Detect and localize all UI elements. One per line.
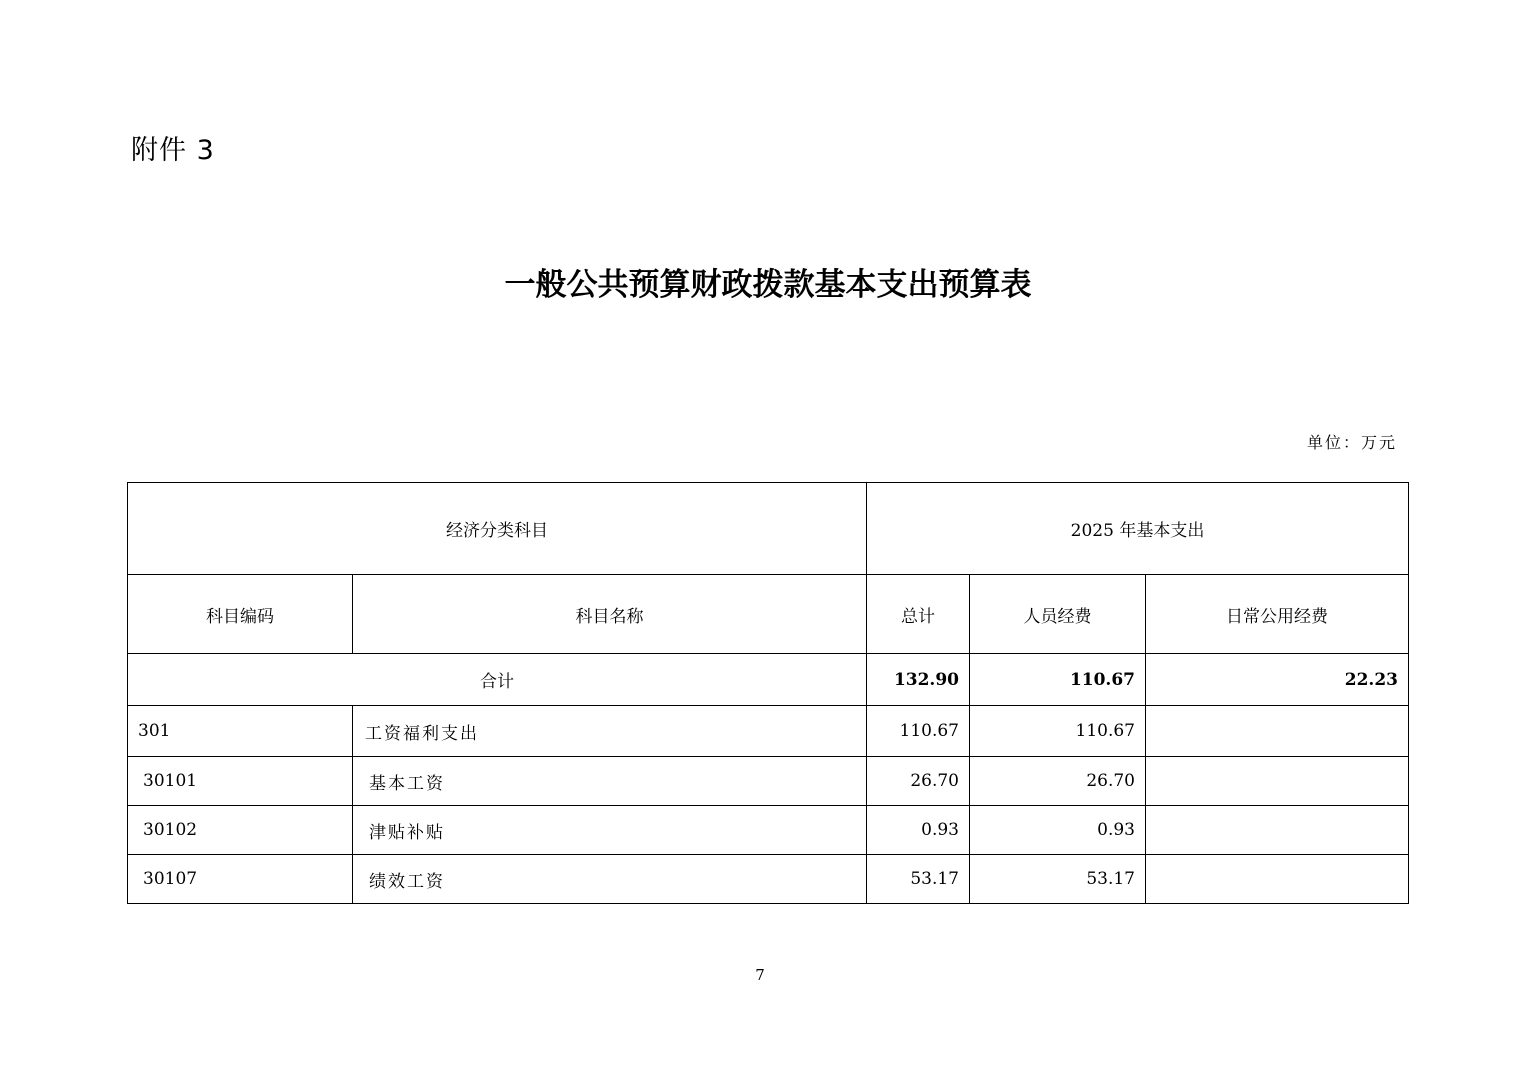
document-title: 一般公共预算财政拨款基本支出预算表	[504, 267, 1032, 303]
table-row	[128, 757, 1409, 806]
group-header-row	[128, 483, 1409, 575]
group-header-basic-expenditure: 2025 年基本支出	[867, 483, 1409, 575]
row-total: 0.93	[867, 806, 970, 855]
row-public	[1146, 806, 1409, 855]
total-cell-public: 22.23	[1146, 654, 1409, 706]
row-name: 绩效工资	[353, 855, 867, 904]
column-header-name: 科目名称	[353, 575, 867, 654]
table-row	[128, 855, 1409, 904]
column-header-row	[128, 575, 1409, 654]
row-code: 301	[128, 706, 353, 757]
group-header-economic-category: 经济分类科目	[128, 483, 867, 575]
row-total: 110.67	[867, 706, 970, 757]
row-total: 26.70	[867, 757, 970, 806]
column-header-code: 科目编码	[128, 575, 353, 654]
row-name: 基本工资	[353, 757, 867, 806]
unit-label: 单位：万元	[1306, 433, 1397, 452]
total-row	[128, 654, 1409, 706]
total-cell-total: 132.90	[867, 654, 970, 706]
total-cell-personnel: 110.67	[970, 654, 1146, 706]
page-number: 7	[755, 966, 765, 984]
row-code: 30107	[128, 855, 353, 904]
column-header-public: 日常公用经费	[1146, 575, 1409, 654]
row-personnel: 0.93	[970, 806, 1146, 855]
budget-table	[127, 482, 1409, 904]
column-header-personnel: 人员经费	[970, 575, 1146, 654]
table-row	[128, 806, 1409, 855]
column-header-total: 总计	[867, 575, 970, 654]
row-name: 工资福利支出	[353, 706, 867, 757]
attachment-label: 附件 3	[131, 135, 215, 166]
row-public	[1146, 855, 1409, 904]
row-personnel: 53.17	[970, 855, 1146, 904]
table-row	[128, 706, 1409, 757]
row-public	[1146, 757, 1409, 806]
row-code: 30102	[128, 806, 353, 855]
row-total: 53.17	[867, 855, 970, 904]
total-label: 合计	[128, 654, 867, 706]
row-code: 30101	[128, 757, 353, 806]
row-personnel: 110.67	[970, 706, 1146, 757]
row-personnel: 26.70	[970, 757, 1146, 806]
row-name: 津贴补贴	[353, 806, 867, 855]
row-public	[1146, 706, 1409, 757]
